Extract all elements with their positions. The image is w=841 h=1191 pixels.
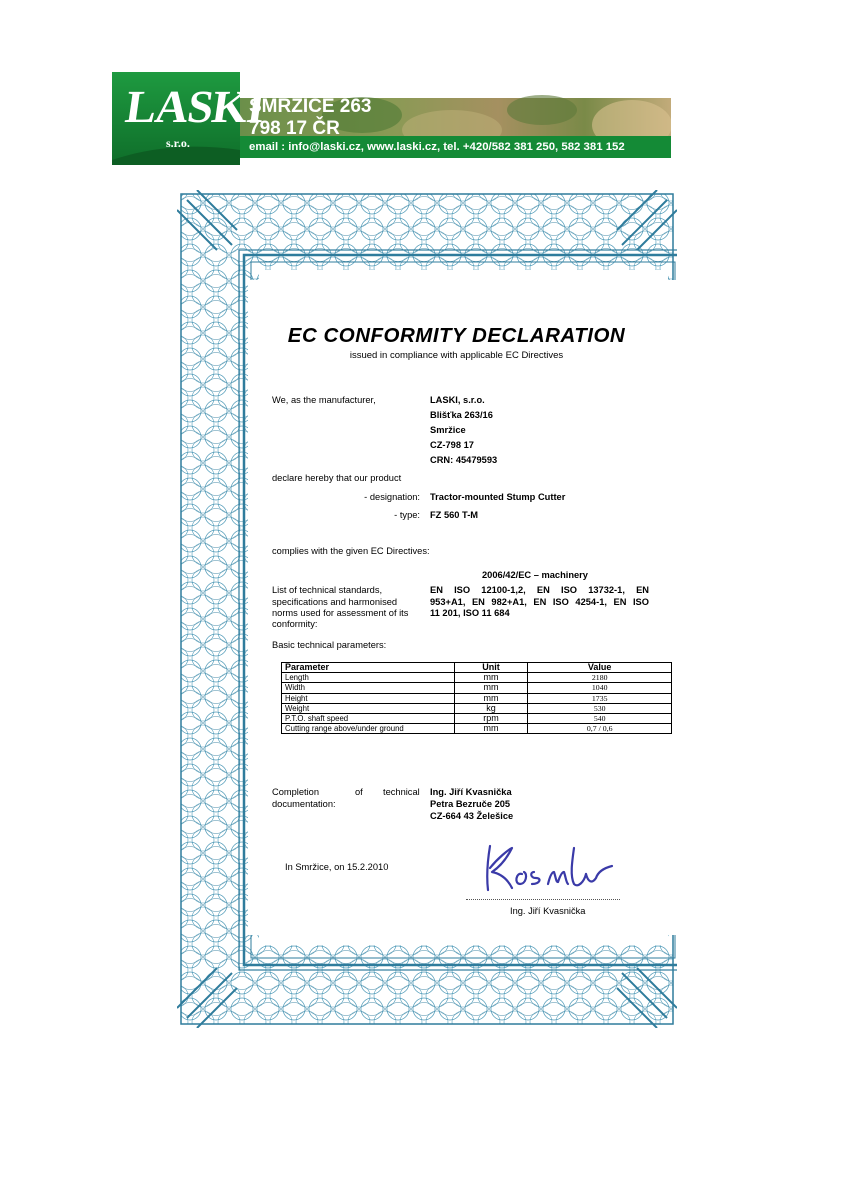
place-and-date: In Smržice, on 15.2.2010 [285, 862, 389, 872]
completion-label-word-2: of [355, 787, 363, 797]
company-logo: LASKI [122, 81, 268, 132]
param-value: 530 [528, 703, 672, 713]
standards-label-3: norms used for assessment of its [272, 608, 409, 618]
completion-label-line-2: documentation: [272, 799, 336, 809]
param-value: 2180 [528, 673, 672, 683]
param-name: Cutting range above/under ground [282, 724, 455, 734]
table-row [282, 683, 672, 693]
header-value: Value [528, 663, 672, 673]
param-value: 1040 [528, 683, 672, 693]
param-name: Height [282, 693, 455, 703]
document-subtitle: issued in compliance with applicable EC Directives [349, 350, 564, 361]
company-logo-suffix: s.r.o. [166, 136, 190, 150]
table-row [282, 693, 672, 703]
standards-label-2: specifications and harmonised [272, 597, 398, 607]
contact-line: email : info@laski.cz, www.laski.cz, tel. +420/582 381 250, 582 381 152 [249, 141, 625, 153]
param-value: 1735 [528, 693, 672, 703]
letterhead-banner [112, 70, 671, 165]
signature-line [466, 899, 620, 900]
completion-label-word-1: Completion [272, 787, 320, 797]
standards-label-4: conformity: [272, 619, 318, 629]
param-name: Weight [282, 703, 455, 713]
standards-line-2: 953+A1, EN 982+A1, EN ISO 4254-1, EN ISO [430, 597, 649, 607]
type-label: - type: [394, 510, 420, 520]
standards-line-3: 11 201, ISO 11 684 [430, 608, 510, 618]
address-line-2: 798 17 ČR [249, 118, 340, 139]
completion-street: Petra Bezruče 205 [430, 799, 511, 809]
table-row [282, 724, 672, 734]
designation-value: Tractor-mounted Stump Cutter [430, 492, 566, 502]
param-name: Width [282, 683, 455, 693]
designation-label: - designation: [364, 492, 420, 502]
completion-city: CZ-664 43 Želešice [430, 811, 514, 821]
param-unit: mm [454, 683, 528, 693]
param-unit: rpm [454, 713, 528, 723]
header-unit: Unit [454, 663, 528, 673]
parameters-table [281, 662, 672, 734]
table-header-row [282, 663, 672, 673]
param-unit: kg [454, 703, 528, 713]
param-value: 540 [528, 713, 672, 723]
manufacturer-name: LASKI, s.r.o. [430, 395, 485, 405]
param-name: P.T.O. shaft speed [282, 713, 455, 723]
address-line-1: SMRŽICE 263 [249, 96, 372, 117]
declare-text: declare hereby that our product [272, 473, 402, 483]
directive: 2006/42/EC – machinery [482, 570, 588, 580]
manufacturer-crn: CRN: 45479593 [430, 455, 498, 465]
complies-text: complies with the given EC Directives: [272, 546, 430, 556]
document-title: EC CONFORMITY DECLARATION [287, 324, 626, 347]
type-value: FZ 560 T-M [430, 510, 479, 520]
completion-name: Ing. Jiří Kvasnička [430, 787, 512, 797]
basic-params-label: Basic technical parameters: [272, 640, 387, 650]
param-unit: mm [454, 673, 528, 683]
param-unit: mm [454, 724, 528, 734]
standards-label-1: List of technical standards, [272, 585, 383, 595]
table-row [282, 673, 672, 683]
table-row [282, 703, 672, 713]
table-row [282, 713, 672, 723]
manufacturer-postcode: CZ-798 17 [430, 440, 474, 450]
standards-line-1: EN ISO 12100-1,2, EN ISO 13732-1, EN [430, 585, 649, 595]
param-unit: mm [454, 693, 528, 703]
manufacturer-street: Blišťka 263/16 [430, 410, 493, 420]
param-name: Length [282, 673, 455, 683]
manufacturer-city: Smržice [430, 425, 466, 435]
param-value: 0,7 / 0,6 [528, 724, 672, 734]
manufacturer-label: We, as the manufacturer, [272, 395, 376, 405]
handwritten-signature [478, 838, 618, 898]
header-parameter: Parameter [282, 663, 455, 673]
completion-label-word-3: technical [383, 787, 420, 797]
signatory-name: Ing. Jiří Kvasnička [510, 906, 586, 916]
